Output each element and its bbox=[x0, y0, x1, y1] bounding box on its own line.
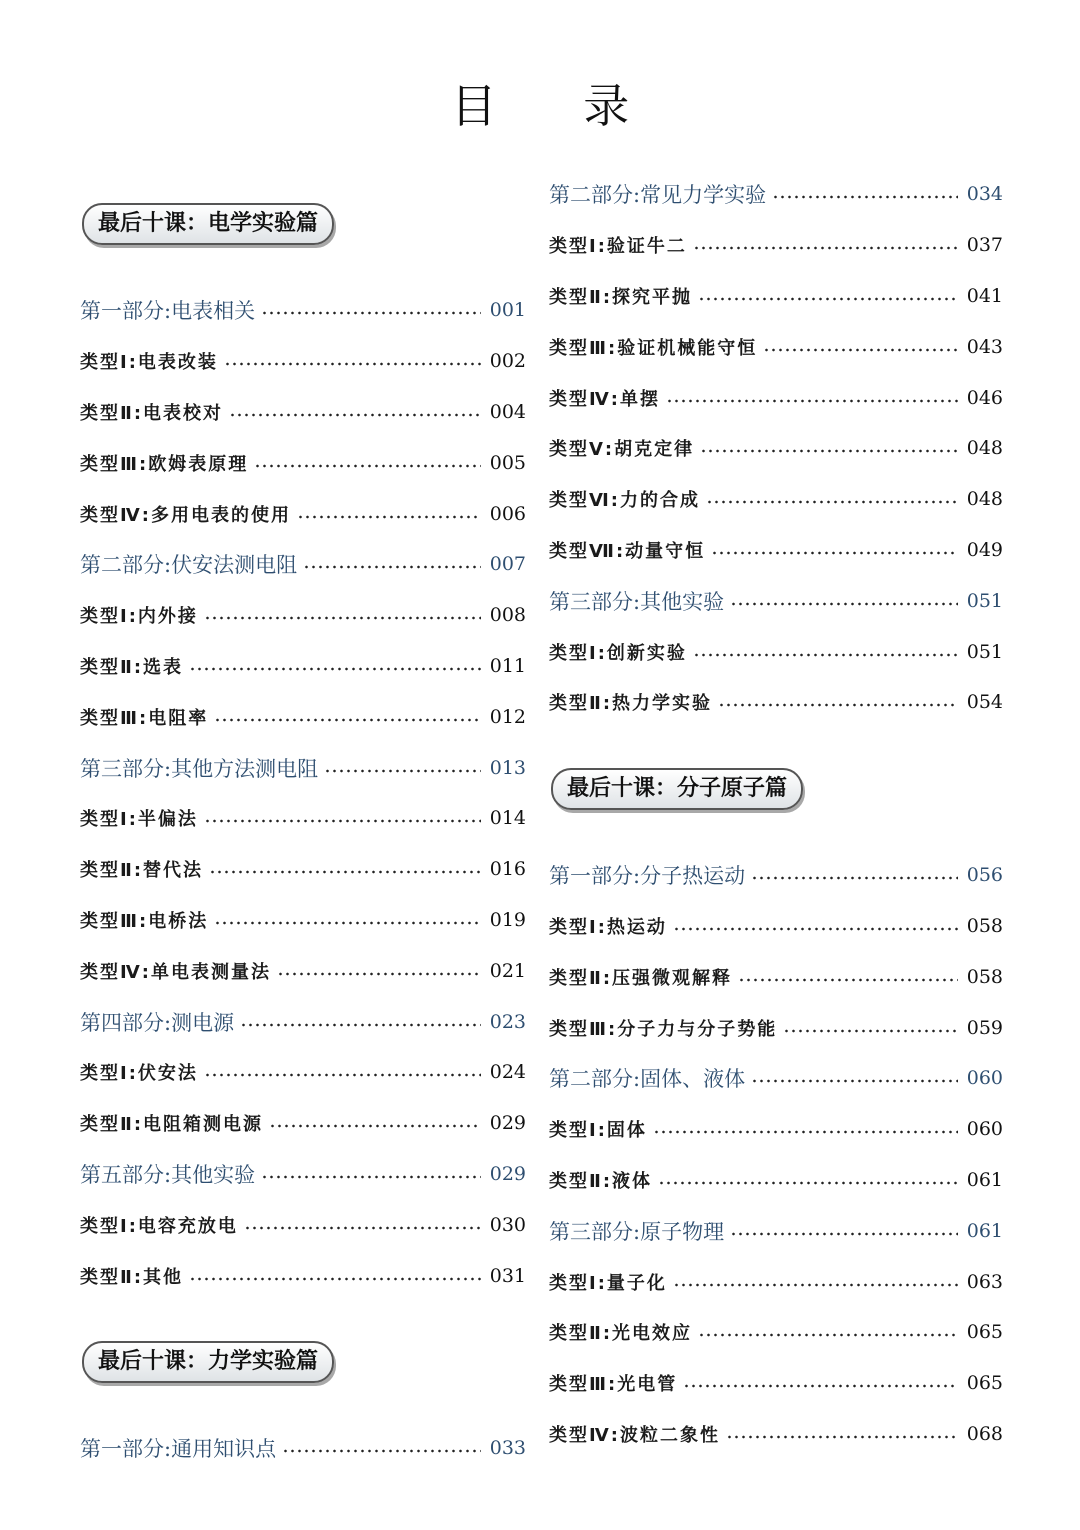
entry-label: 第二部分:伏安法测电阻 bbox=[80, 553, 298, 578]
entry-label: 第二部分:常见力学实验 bbox=[549, 183, 767, 208]
dot-leader bbox=[277, 971, 481, 977]
entry-page-number: 029 bbox=[489, 1162, 526, 1185]
toc-type-entry[interactable] bbox=[549, 677, 1003, 728]
toc-type-entry[interactable] bbox=[549, 1409, 1003, 1460]
entry-label: 类型Ⅶ:动量守恒 bbox=[549, 540, 706, 562]
dot-leader bbox=[698, 1332, 958, 1338]
entry-page-number: 034 bbox=[966, 183, 1003, 206]
dot-leader bbox=[269, 1123, 481, 1129]
section-banner: 最后十课：电学实验篇 bbox=[82, 203, 334, 245]
entry-page-number: 008 bbox=[489, 604, 526, 627]
toc-part-entry[interactable] bbox=[80, 1423, 526, 1474]
dot-leader bbox=[297, 514, 481, 520]
entry-page-number: 012 bbox=[489, 705, 526, 728]
entry-page-number: 058 bbox=[966, 914, 1003, 937]
toc-part-entry[interactable] bbox=[549, 1205, 1003, 1256]
toc-type-entry[interactable] bbox=[549, 626, 1003, 677]
dot-leader bbox=[772, 194, 958, 200]
entry-page-number: 002 bbox=[489, 350, 526, 373]
entry-page-number: 061 bbox=[966, 1219, 1003, 1242]
dot-leader bbox=[282, 1448, 481, 1454]
toc-type-entry[interactable] bbox=[80, 1250, 526, 1301]
dot-leader bbox=[751, 1078, 958, 1084]
entry-label: 类型Ⅲ:光电管 bbox=[549, 1374, 678, 1396]
entry-label: 类型Ⅰ:固体 bbox=[549, 1120, 647, 1142]
entry-label: 类型Ⅱ:电表校对 bbox=[80, 402, 224, 424]
entry-label: 类型Ⅰ:热运动 bbox=[549, 916, 667, 938]
toc-type-entry[interactable] bbox=[80, 641, 526, 692]
entry-page-number: 061 bbox=[966, 1168, 1003, 1191]
entry-page-number: 037 bbox=[966, 234, 1003, 257]
entry-label: 类型Ⅰ:电表改装 bbox=[80, 352, 218, 374]
entry-label: 类型Ⅴ:胡克定律 bbox=[549, 439, 695, 461]
entry-label: 类型Ⅱ:压强微观解释 bbox=[549, 967, 733, 989]
entry-label: 第三部分:其他方法测电阻 bbox=[80, 756, 319, 781]
toc-type-entry[interactable] bbox=[80, 844, 526, 895]
entry-page-number: 058 bbox=[966, 965, 1003, 988]
entry-page-number: 011 bbox=[489, 654, 526, 677]
dot-leader bbox=[189, 1276, 481, 1282]
dot-leader bbox=[204, 1072, 481, 1078]
toc-type-entry[interactable] bbox=[549, 474, 1003, 525]
dot-leader bbox=[763, 347, 958, 353]
toc-part-entry[interactable] bbox=[80, 1149, 526, 1200]
toc-type-entry[interactable] bbox=[80, 1199, 526, 1250]
entry-page-number: 049 bbox=[966, 538, 1003, 561]
toc-right-column bbox=[549, 169, 1003, 1459]
toc-part-entry[interactable] bbox=[549, 850, 1003, 901]
dot-leader bbox=[666, 398, 958, 404]
toc-type-entry[interactable] bbox=[549, 1358, 1003, 1409]
entry-label: 类型Ⅲ:电阻率 bbox=[80, 707, 209, 729]
toc-part-entry[interactable] bbox=[80, 539, 526, 590]
dot-leader bbox=[214, 920, 481, 926]
entry-page-number: 056 bbox=[966, 864, 1003, 887]
dot-leader bbox=[240, 1022, 481, 1028]
entry-page-number: 005 bbox=[489, 451, 526, 474]
entry-label: 类型Ⅱ:选表 bbox=[80, 656, 184, 678]
toc-type-entry[interactable] bbox=[549, 525, 1003, 576]
dot-leader bbox=[254, 463, 481, 469]
entry-label: 类型Ⅱ:光电效应 bbox=[549, 1323, 693, 1345]
entry-label: 类型Ⅱ:热力学实验 bbox=[549, 693, 713, 715]
entry-label: 类型Ⅳ:单电表测量法 bbox=[80, 961, 271, 983]
entry-label: 第三部分:其他实验 bbox=[549, 589, 725, 614]
section-banner-wrap bbox=[80, 1341, 526, 1383]
entry-label: 第二部分:固体、液体 bbox=[549, 1067, 746, 1092]
toc-type-entry[interactable] bbox=[80, 1098, 526, 1149]
toc-part-entry[interactable] bbox=[549, 169, 1003, 220]
toc-type-entry[interactable] bbox=[549, 321, 1003, 372]
dot-leader bbox=[683, 1383, 958, 1389]
entry-label: 第四部分:测电源 bbox=[80, 1010, 235, 1035]
dot-leader bbox=[706, 499, 958, 505]
entry-page-number: 024 bbox=[489, 1061, 526, 1084]
entry-page-number: 051 bbox=[966, 589, 1003, 612]
toc-type-entry[interactable] bbox=[80, 437, 526, 488]
entry-page-number: 004 bbox=[489, 400, 526, 423]
toc-type-entry[interactable] bbox=[549, 1307, 1003, 1358]
entry-page-number: 063 bbox=[966, 1270, 1003, 1293]
entry-label: 第五部分:其他实验 bbox=[80, 1162, 256, 1187]
entry-page-number: 046 bbox=[966, 386, 1003, 409]
entry-page-number: 048 bbox=[966, 437, 1003, 460]
dot-leader bbox=[224, 361, 481, 367]
section-gap bbox=[549, 810, 1003, 850]
dot-leader bbox=[700, 448, 958, 454]
entry-label: 类型Ⅱ:其他 bbox=[80, 1266, 184, 1288]
dot-leader bbox=[214, 717, 481, 723]
dot-leader bbox=[730, 601, 958, 607]
section-banner-wrap bbox=[549, 768, 1003, 810]
entry-label: 类型Ⅰ:验证牛二 bbox=[549, 236, 687, 258]
dot-leader bbox=[698, 296, 958, 302]
section-gap bbox=[80, 1383, 526, 1423]
entry-page-number: 059 bbox=[966, 1016, 1003, 1039]
entry-label: 类型Ⅵ:力的合成 bbox=[549, 490, 700, 512]
toc-type-entry[interactable] bbox=[80, 488, 526, 539]
entry-page-number: 007 bbox=[489, 553, 526, 576]
entry-label: 类型Ⅳ:单摆 bbox=[549, 388, 660, 410]
dot-leader bbox=[658, 1180, 958, 1186]
entry-label: 第一部分:电表相关 bbox=[80, 299, 256, 324]
entry-page-number: 031 bbox=[489, 1264, 526, 1287]
page-title: 目 录 bbox=[450, 79, 666, 133]
dot-leader bbox=[751, 875, 958, 881]
entry-label: 类型Ⅰ:量子化 bbox=[549, 1272, 667, 1294]
entry-page-number: 060 bbox=[966, 1067, 1003, 1090]
entry-label: 类型Ⅰ:半偏法 bbox=[80, 809, 198, 831]
entry-page-number: 048 bbox=[966, 488, 1003, 511]
entry-page-number: 051 bbox=[966, 640, 1003, 663]
toc-type-entry[interactable] bbox=[80, 793, 526, 844]
section-banner: 最后十课：分子原子篇 bbox=[551, 768, 803, 810]
entry-label: 类型Ⅱ:液体 bbox=[549, 1170, 653, 1192]
entry-page-number: 068 bbox=[966, 1422, 1003, 1445]
entry-label: 类型Ⅱ:探究平抛 bbox=[549, 286, 693, 308]
entry-label: 类型Ⅲ:验证机械能守恒 bbox=[549, 337, 758, 359]
entry-page-number: 030 bbox=[489, 1213, 526, 1236]
entry-page-number: 060 bbox=[966, 1118, 1003, 1141]
toc-type-entry[interactable] bbox=[80, 387, 526, 438]
dot-leader bbox=[783, 1028, 958, 1034]
dot-leader bbox=[693, 245, 958, 251]
toc-part-entry[interactable] bbox=[80, 996, 526, 1047]
entry-label: 第一部分:分子热运动 bbox=[549, 864, 746, 889]
dot-leader bbox=[726, 1434, 958, 1440]
entry-label: 类型Ⅲ:欧姆表原理 bbox=[80, 453, 249, 475]
entry-page-number: 013 bbox=[489, 756, 526, 779]
dot-leader bbox=[261, 1174, 481, 1180]
dot-leader bbox=[324, 768, 481, 774]
dot-leader bbox=[261, 310, 481, 316]
toc-type-entry[interactable] bbox=[80, 1047, 526, 1098]
dot-leader bbox=[189, 666, 481, 672]
dot-leader bbox=[718, 702, 958, 708]
toc-type-entry[interactable] bbox=[80, 895, 526, 946]
entry-label: 类型Ⅰ:伏安法 bbox=[80, 1063, 198, 1085]
toc-type-entry[interactable] bbox=[549, 1155, 1003, 1206]
entry-page-number: 065 bbox=[966, 1321, 1003, 1344]
dot-leader bbox=[303, 564, 481, 570]
entry-page-number: 021 bbox=[489, 959, 526, 982]
dot-leader bbox=[209, 869, 481, 875]
section-banner: 最后十课：力学实验篇 bbox=[82, 1341, 334, 1383]
dot-leader bbox=[738, 977, 958, 983]
toc-type-entry[interactable] bbox=[80, 336, 526, 387]
entry-label: 第一部分:通用知识点 bbox=[80, 1437, 277, 1462]
entry-page-number: 006 bbox=[489, 502, 526, 525]
toc-part-entry[interactable] bbox=[549, 1053, 1003, 1104]
entry-page-number: 019 bbox=[489, 908, 526, 931]
entry-label: 类型Ⅰ:创新实验 bbox=[549, 642, 687, 664]
toc-type-entry[interactable] bbox=[549, 271, 1003, 322]
toc-part-entry[interactable] bbox=[80, 742, 526, 793]
toc-type-entry[interactable] bbox=[549, 1104, 1003, 1155]
dot-leader bbox=[730, 1231, 958, 1237]
entry-page-number: 029 bbox=[489, 1112, 526, 1135]
toc-type-entry[interactable] bbox=[549, 1256, 1003, 1307]
toc-part-entry[interactable] bbox=[80, 285, 526, 336]
dot-leader bbox=[673, 926, 958, 932]
entry-page-number: 014 bbox=[489, 807, 526, 830]
entry-label: 类型Ⅱ:替代法 bbox=[80, 860, 204, 882]
entry-page-number: 043 bbox=[966, 335, 1003, 358]
dot-leader bbox=[204, 615, 481, 621]
toc-type-entry[interactable] bbox=[80, 691, 526, 742]
entry-label: 类型Ⅰ:内外接 bbox=[80, 606, 198, 628]
toc-type-entry[interactable] bbox=[549, 901, 1003, 952]
toc-type-entry[interactable] bbox=[80, 945, 526, 996]
toc-type-entry[interactable] bbox=[80, 590, 526, 641]
dot-leader bbox=[653, 1129, 958, 1135]
toc-part-entry[interactable] bbox=[549, 575, 1003, 626]
dot-leader bbox=[711, 550, 958, 556]
toc-left-column bbox=[80, 203, 526, 1474]
toc-type-entry[interactable] bbox=[549, 423, 1003, 474]
entry-label: 类型Ⅰ:电容充放电 bbox=[80, 1215, 238, 1237]
entry-page-number: 065 bbox=[966, 1372, 1003, 1395]
entry-label: 类型Ⅲ:电桥法 bbox=[80, 910, 209, 932]
entry-label: 类型Ⅳ:波粒二象性 bbox=[549, 1424, 720, 1446]
dot-leader bbox=[244, 1225, 481, 1231]
dot-leader bbox=[204, 818, 481, 824]
entry-page-number: 041 bbox=[966, 284, 1003, 307]
entry-label: 类型Ⅳ:多用电表的使用 bbox=[80, 504, 291, 526]
entry-page-number: 054 bbox=[966, 691, 1003, 714]
toc-type-entry[interactable] bbox=[549, 220, 1003, 271]
entry-label: 第三部分:原子物理 bbox=[549, 1219, 725, 1244]
entry-label: 类型Ⅱ:电阻箱测电源 bbox=[80, 1114, 264, 1136]
section-banner-wrap bbox=[80, 203, 526, 245]
entry-page-number: 016 bbox=[489, 858, 526, 881]
entry-page-number: 001 bbox=[489, 299, 526, 322]
toc-type-entry[interactable] bbox=[549, 1002, 1003, 1053]
entry-page-number: 023 bbox=[489, 1010, 526, 1033]
dot-leader bbox=[229, 412, 481, 418]
toc-type-entry[interactable] bbox=[549, 951, 1003, 1002]
dot-leader bbox=[673, 1282, 958, 1288]
toc-type-entry[interactable] bbox=[549, 372, 1003, 423]
dot-leader bbox=[693, 652, 958, 658]
entry-label: 类型Ⅲ:分子力与分子势能 bbox=[549, 1018, 778, 1040]
section-gap bbox=[80, 245, 526, 285]
entry-page-number: 033 bbox=[489, 1437, 526, 1460]
